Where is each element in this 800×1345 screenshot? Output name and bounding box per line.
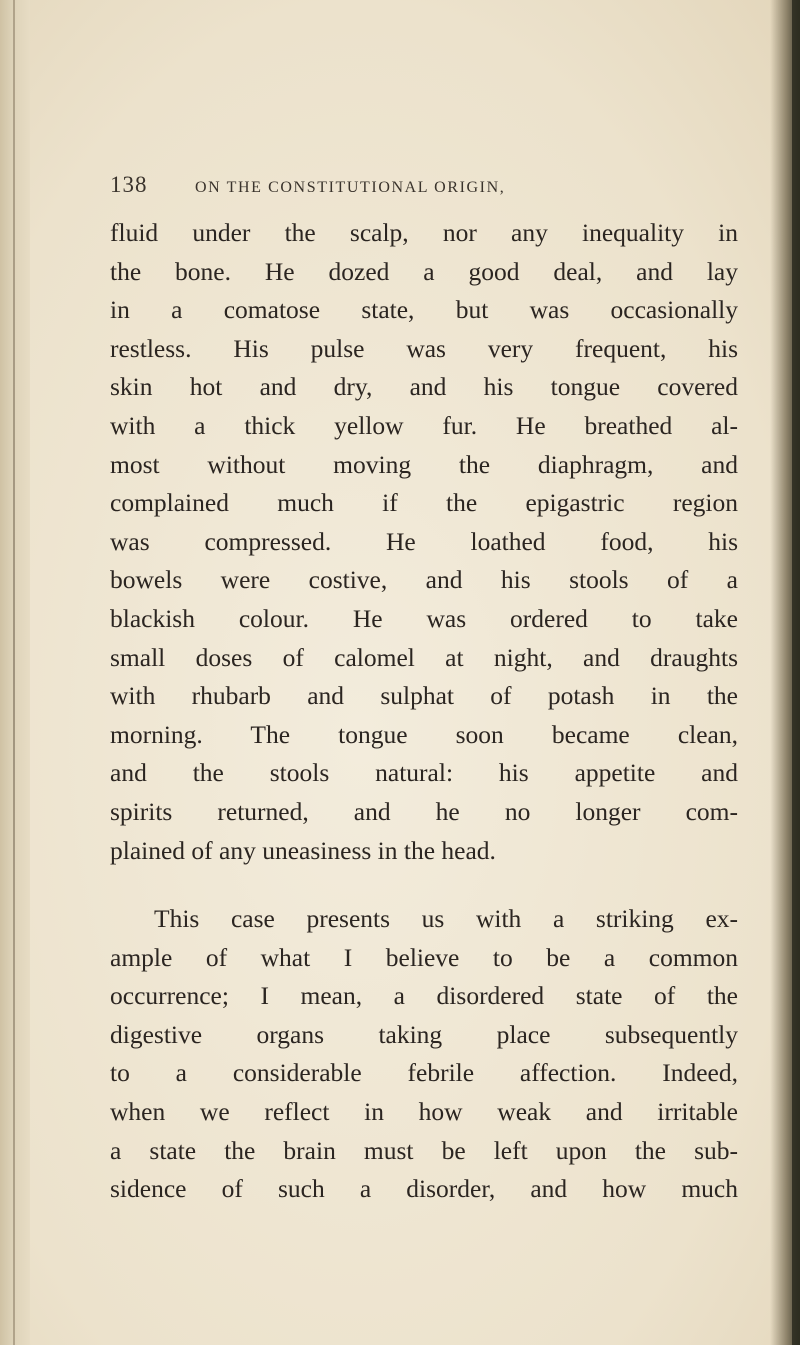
text-line: with rhubarb and sulphat of potash in the: [110, 681, 738, 711]
page-header: [110, 172, 710, 200]
text-line: skin hot and dry, and his tongue covered: [110, 372, 738, 402]
text-line: the bone. He dozed a good deal, and lay: [110, 256, 738, 286]
text-line: restless. His pulse was very frequent, his: [110, 333, 738, 363]
text-line: when we reflect in how weak and irritable: [110, 1097, 738, 1127]
text-line: complained much if the epigastric region: [110, 488, 738, 518]
running-head: ON THE CONSTITUTIONAL ORIGIN,: [195, 179, 506, 196]
text-line: digestive organs taking place subsequently: [110, 1019, 738, 1049]
text-line: was compressed. He loathed food, his: [110, 526, 738, 556]
text-line: most without moving the diaphragm, and: [110, 449, 738, 479]
text-line: morning. The tongue soon became clean,: [110, 719, 738, 749]
text-line: This case presents us with a striking ex-: [154, 904, 738, 934]
text-line: occurrence; I mean, a disordered state of the: [110, 981, 738, 1011]
text-line: blackish colour. He was ordered to take: [110, 603, 738, 633]
text-line: ample of what I believe to be a common: [110, 942, 738, 972]
body-text: [110, 214, 740, 1209]
binding-edge: [13, 0, 15, 1345]
text-line: bowels were costive, and his stools of a: [110, 565, 738, 595]
text-line: spirits returned, and he no longer com-: [110, 796, 738, 826]
page-gutter: [0, 0, 30, 1345]
text-line: small doses of calomel at night, and draughts: [110, 642, 738, 672]
text-line: with a thick yellow fur. He breathed al-: [110, 410, 738, 440]
text-line: to a considerable febrile affection. Indeed,: [110, 1058, 738, 1088]
text-line: plained of any uneasiness in the head.: [110, 835, 496, 865]
text-line: fluid under the scalp, nor any inequality in: [110, 218, 738, 247]
paragraph: [110, 900, 740, 1209]
page-number: 138: [110, 172, 148, 197]
text-line: sidence of such a disorder, and how much: [110, 1174, 738, 1204]
text-line: in a comatose state, but was occasionally: [110, 295, 738, 325]
text-line: and the stools natural: his appetite and: [110, 758, 738, 788]
paragraph-gap: [110, 870, 740, 900]
paragraph: [110, 214, 740, 870]
page-edge: [792, 0, 800, 1345]
text-line: a state the brain must be left upon the sub-: [110, 1135, 738, 1165]
